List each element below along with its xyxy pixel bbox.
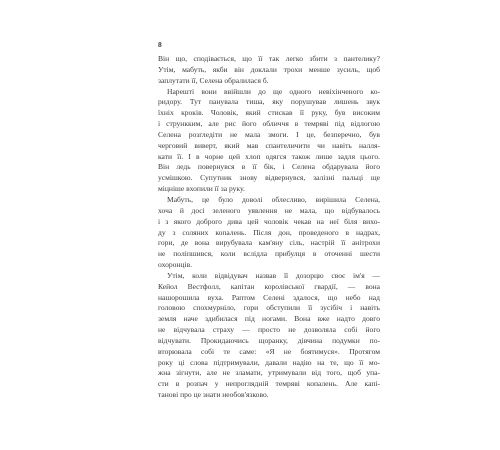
text-line: хоча й досі зеленого уявлення не мала, що відбувалось <box>158 205 380 215</box>
text-line: Утім, коли відвідувач назвав її дозорцю своє ім'я — <box>167 270 380 280</box>
text-line: усмішкою. Супутник знову відвернувся, залізні пальці ще <box>158 173 380 183</box>
body-text <box>158 54 380 401</box>
text-line: міцніше вхопили її за руку. <box>158 184 245 194</box>
text-line: заплутати її, Селена обралилася б. <box>158 75 269 85</box>
text-line: і з якого доброго дива цей чоловік чекав на неї біля вихо- <box>158 216 380 226</box>
text-line: не поліпшився, коли вслідла прибулця в оточенні шести <box>158 249 380 259</box>
text-line: відчувати. Прокидаючись щоранку, дівчина подумки по- <box>158 335 380 345</box>
text-line: Мабуть, це було доволі облесливо, вирішила Селена, <box>167 194 380 204</box>
text-line: Кейол Вестфолл, капітан королівської гвардії, — вона <box>158 281 380 291</box>
paragraph <box>158 87 380 195</box>
text-line: Він що, сподівається, що її так легко збити з пантелику? <box>158 54 380 63</box>
text-line: ридору. Тут панувала тиша, яку порушував лишень звук <box>158 97 380 107</box>
text-line: Утім, мабуть, якби він доклали трохи менше зусиль, щоб <box>158 64 380 74</box>
text-line: Він ледь повернувся в її бік, і Селена обдарувала його <box>158 162 380 172</box>
text-line: танові про це знати необов'язково. <box>158 390 269 400</box>
text-line: охоронців. <box>158 260 193 270</box>
text-line: не відчувала страху — просто не дозволяла собі його <box>158 325 380 335</box>
paragraph <box>158 195 380 271</box>
text-line: сти в розпач у непроглядній темряві копалень. Але капі- <box>158 379 380 389</box>
book-page <box>158 0 380 450</box>
page-number: 8 <box>158 40 162 49</box>
text-line: головою спохмурніло, гори обступили її зусібіч і навіть <box>158 303 380 313</box>
text-line: їхніх кроків. Чоловік, який стискав її руку, був високим <box>158 108 380 118</box>
text-line: і стрункким, але рис його обличчя в темряві під відлогою <box>158 119 380 129</box>
text-line: Селена розгледіти не мала змоги. І це, безперечно, був <box>158 129 380 139</box>
paragraph <box>158 54 380 87</box>
text-line: вторювала собі те саме: «Я не боятимуся». Протягом <box>158 346 380 356</box>
text-line: ду з соляних копалень. Після дон, проведеного в надрах, <box>158 227 380 237</box>
text-line: земля наче здибилася під ногами. Вона вже надто довго <box>158 314 380 324</box>
text-line: Нарешті вони ввійшли до ще одного невіхінченого ко- <box>167 86 380 96</box>
text-line: нашорошила вуха. Раптом Селені здалося, що небо над <box>158 292 380 302</box>
text-line: черговий виверт, який мав спантеличити чи навіть налля- <box>158 140 380 150</box>
text-line: гори, де вона вирубувала кам'яну сіль, настрій її анітрохи <box>158 238 380 248</box>
text-line: кати її. І в чорне цей хлоп одягся також лише задля цього. <box>158 151 380 161</box>
text-line: року ці слова підтримували, давали надію на те, що її мо- <box>158 357 380 367</box>
text-line: жна зігнути, але не зламати, утримували від того, щоб упа- <box>158 368 380 378</box>
paragraph <box>158 271 380 401</box>
